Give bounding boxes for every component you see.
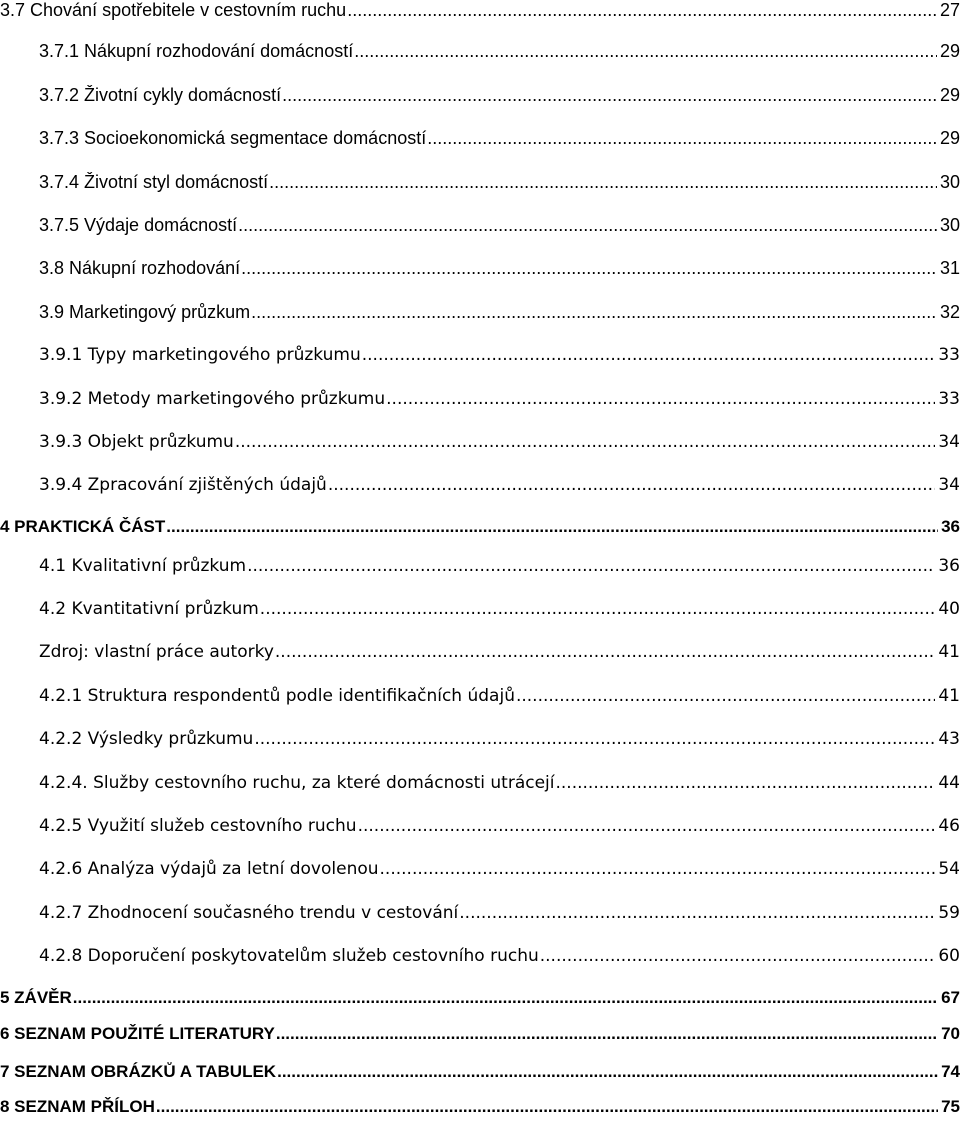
toc-entry-label: 3.7 Chování spotřebitele v cestovním ruchu (0, 0, 347, 20)
toc-entry-label: 3.9.3 Objekt průzkumu (39, 432, 234, 452)
toc-dot-leader (459, 903, 935, 923)
toc-dot-leader (354, 41, 937, 62)
toc-dot-leader (260, 599, 936, 619)
toc-entry[interactable] (39, 729, 960, 755)
toc-entry-label: 4.2.1 Struktura respondentů podle identifikačních údajů (39, 686, 515, 706)
toc-entry-label: 3.8 Nákupní rozhodování (39, 258, 241, 278)
toc-chapter-page: 74 (941, 1062, 960, 1081)
toc-entry-label: 3.7.2 Životní cykly domácností (39, 85, 282, 105)
toc-dot-leader (358, 816, 936, 836)
toc-entry-label: 4.2.6 Analýza výdajů za letní dovolenou (39, 859, 379, 879)
toc-entry[interactable] (39, 599, 960, 625)
toc-dot-leader (166, 517, 938, 537)
toc-entry-page: 29 (939, 85, 960, 105)
toc-chapter-label: 8 SEZNAM PŘÍLOH (0, 1097, 155, 1116)
toc-entry-label: 4.1 Kvalitativní průzkum (39, 556, 247, 576)
toc-dot-leader (251, 302, 937, 323)
toc-entry[interactable] (0, 0, 960, 26)
toc-entry-label: 4.2.7 Zhodnocení současného trendu v cestování (39, 903, 459, 923)
toc-entry[interactable] (39, 128, 960, 154)
toc-entry-page: 46 (938, 816, 960, 836)
toc-entry-label: 3.7.3 Socioekonomická segmentace domácností (39, 128, 427, 148)
toc-entry-page: 33 (938, 389, 960, 409)
toc-dot-leader (73, 988, 938, 1008)
toc-dot-leader (241, 258, 937, 279)
toc-entry-page: 36 (938, 556, 960, 576)
toc-dot-leader (282, 85, 937, 106)
toc-chapter[interactable] (0, 1062, 960, 1088)
toc-dot-leader (347, 0, 937, 21)
toc-dot-leader (269, 172, 937, 193)
toc-entry-label: 4.2.4. Služby cestovního ruchu, za které domácnosti utrácejí (39, 773, 555, 793)
toc-dot-leader (247, 556, 935, 576)
toc-entry-page: 31 (939, 258, 960, 278)
toc-entry-page: 44 (938, 773, 960, 793)
toc-dot-leader (516, 686, 935, 706)
toc-entry-label: 3.7.1 Nákupní rozhodování domácností (39, 41, 354, 61)
toc-entry-page: 29 (939, 128, 960, 148)
toc-chapter-label: 4 PRAKTICKÁ ČÁST (0, 517, 166, 536)
toc-entry-label: 4.2.2 Výsledky průzkumu (39, 729, 254, 749)
toc-chapter[interactable] (0, 517, 960, 543)
toc-dot-leader (254, 729, 935, 749)
toc-entry-page: 32 (939, 302, 960, 322)
toc-entry-page: 34 (938, 432, 960, 452)
toc-entry-page: 34 (938, 475, 960, 495)
toc-entry[interactable] (39, 859, 960, 885)
toc-dot-leader (328, 475, 936, 495)
toc-entry-page: 54 (938, 859, 960, 879)
toc-entry-label: 4.2.5 Využití služeb cestovního ruchu (39, 816, 357, 836)
toc-entry[interactable] (39, 475, 960, 501)
toc-entry[interactable] (39, 642, 960, 668)
toc-entry[interactable] (39, 903, 960, 929)
toc-entry[interactable] (39, 172, 960, 198)
toc-chapter-page: 67 (941, 988, 960, 1007)
toc-entry-page: 29 (939, 41, 960, 61)
toc-entry-label: 3.7.4 Životní styl domácností (39, 172, 269, 192)
toc-dot-leader (380, 859, 936, 879)
toc-entry[interactable] (39, 302, 960, 328)
toc-chapter-page: 70 (941, 1024, 960, 1043)
toc-entry[interactable] (39, 41, 960, 67)
toc-dot-leader (235, 432, 936, 452)
toc-entry-page: 30 (939, 215, 960, 235)
toc-chapter[interactable] (0, 1097, 960, 1123)
toc-entry-page: 27 (939, 0, 960, 20)
toc-chapter[interactable] (0, 1024, 960, 1050)
toc-entry[interactable] (39, 686, 960, 712)
toc-entry[interactable] (39, 816, 960, 842)
toc-entry-page: 30 (939, 172, 960, 192)
toc-entry-label: Zdroj: vlastní práce autorky (39, 642, 274, 662)
toc-entry-label: 4.2 Kvantitativní průzkum (39, 599, 259, 619)
toc-entry[interactable] (39, 215, 960, 241)
toc-entry[interactable] (39, 345, 960, 371)
toc-chapter[interactable] (0, 988, 960, 1014)
toc-dot-leader (156, 1097, 938, 1117)
toc-dot-leader (275, 642, 935, 662)
toc-chapter-page: 36 (941, 517, 960, 536)
toc-entry-label: 3.9.1 Typy marketingového průzkumu (39, 345, 361, 365)
toc-entry-label: 3.9.4 Zpracování zjištěných údajů (39, 475, 327, 495)
toc-entry-label: 3.9 Marketingový průzkum (39, 302, 251, 322)
toc-entry-label: 3.9.2 Metody marketingového průzkumu (39, 389, 386, 409)
toc-entry-page: 33 (938, 345, 960, 365)
toc-dot-leader (386, 389, 935, 409)
toc-entry[interactable] (39, 773, 960, 799)
toc-entry[interactable] (39, 258, 960, 284)
toc-entry[interactable] (39, 85, 960, 111)
toc-chapter-page: 75 (941, 1097, 960, 1116)
toc-dot-leader (277, 1062, 938, 1082)
toc-entry-page: 41 (938, 642, 960, 662)
toc-entry-page: 43 (938, 729, 960, 749)
toc-entry-page: 41 (938, 686, 960, 706)
toc-entry[interactable] (39, 556, 960, 582)
toc-entry-label: 4.2.8 Doporučení poskytovatelům služeb cestovního ruchu (39, 946, 539, 966)
toc-entry-label: 3.7.5 Výdaje domácností (39, 215, 238, 235)
toc-entry-page: 40 (938, 599, 960, 619)
toc-dot-leader (362, 345, 936, 365)
toc-entry[interactable] (39, 389, 960, 415)
toc-entry[interactable] (39, 432, 960, 458)
toc-chapter-label: 5 ZÁVĚR (0, 988, 72, 1007)
toc-entry-page: 60 (938, 946, 960, 966)
toc-dot-leader (238, 215, 937, 236)
toc-dot-leader (556, 773, 936, 793)
toc-entry-page: 59 (938, 903, 960, 923)
toc-entry[interactable] (39, 946, 960, 972)
toc-dot-leader (276, 1024, 938, 1044)
toc-dot-leader (427, 128, 937, 149)
toc-dot-leader (540, 946, 936, 966)
toc-chapter-label: 6 SEZNAM POUŽITÉ LITERATURY (0, 1024, 275, 1043)
toc-chapter-label: 7 SEZNAM OBRÁZKŮ A TABULEK (0, 1062, 277, 1081)
